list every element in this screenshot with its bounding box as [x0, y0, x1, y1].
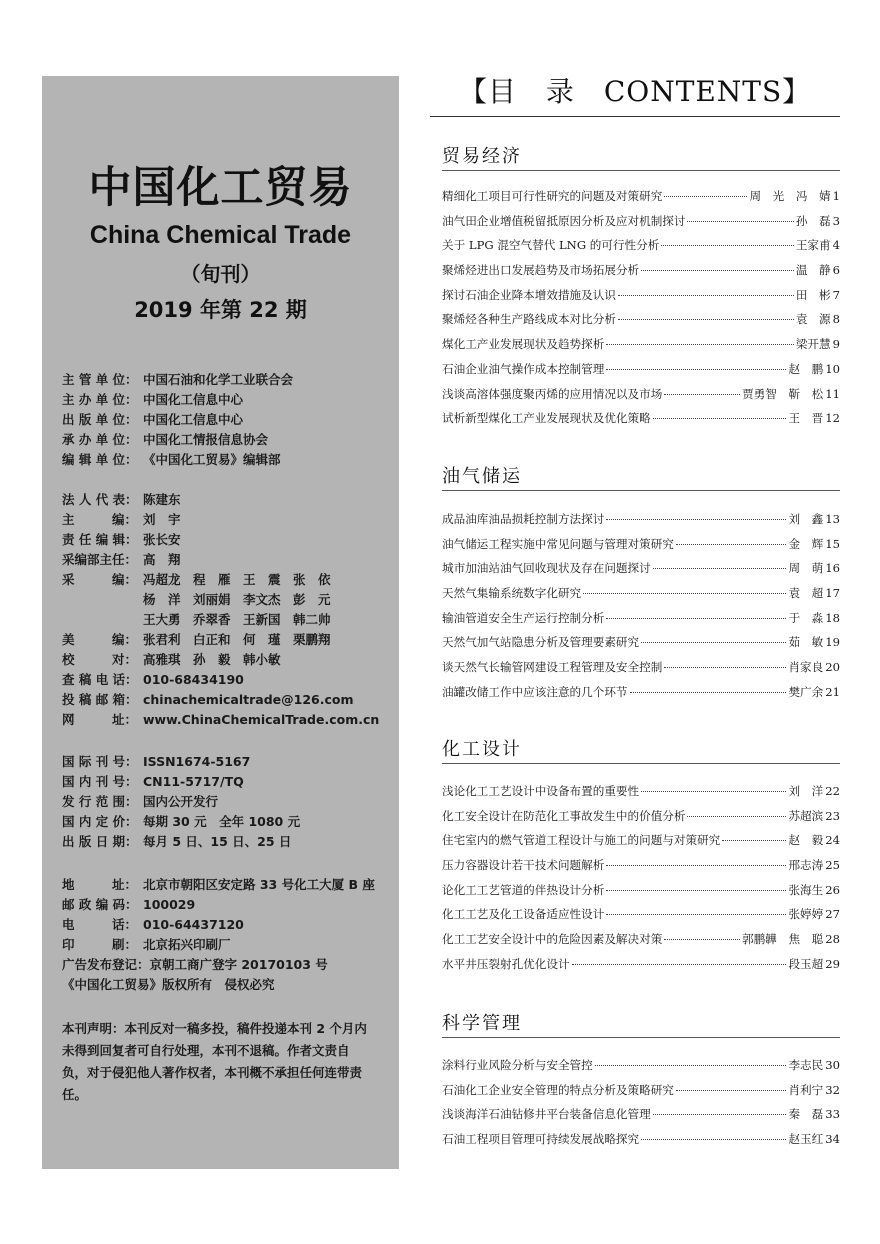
toc-item-page: 21: [825, 684, 840, 699]
info-value: 刘 宇: [143, 512, 181, 527]
toc-item[interactable]: [442, 357, 840, 382]
toc-item-page: 22: [825, 784, 840, 798]
toc-item-page: 11: [825, 386, 840, 401]
info-label: 主 管 单 位：: [62, 372, 138, 387]
toc-leader-dots: [618, 319, 794, 320]
toc-item-title: 谈天然气长输管网建设工程管理及安全控制: [442, 660, 663, 675]
toc-leader-dots: [606, 618, 786, 619]
editorial-info: [62, 490, 379, 730]
toc-item[interactable]: [442, 258, 840, 283]
toc-leader-dots: [641, 270, 794, 271]
masthead-panel: [42, 76, 399, 1169]
info-value: 陈建东: [143, 492, 181, 507]
info-label: 邮 政 编 码：: [62, 897, 138, 912]
toc-item-title: 化工工艺安全设计中的危险因素及解决对策: [442, 932, 663, 947]
info-label-spacer: [62, 590, 143, 610]
toc-item-title: 探讨石油企业降本增效措施及认识: [442, 287, 616, 302]
toc-item-title: 化工工艺及化工设备适应性设计: [442, 907, 605, 922]
info-row: [62, 792, 300, 812]
toc-item-page: 4: [832, 238, 840, 253]
toc-item[interactable]: [442, 779, 840, 804]
toc-item-page: 28: [825, 932, 840, 947]
toc-item-author: 张婷婷: [788, 907, 824, 922]
toc-item[interactable]: [442, 804, 840, 829]
magazine-title-en: China Chemical Trade: [89, 221, 352, 249]
info-label: 编 辑 单 位：: [62, 452, 138, 467]
toc-item-page: 7: [832, 287, 840, 302]
toc-item-author: 梁开慧: [795, 337, 831, 352]
section-heading: 油气储运: [442, 466, 522, 487]
toc-leader-dots: [722, 840, 786, 841]
info-label: 印 刷：: [62, 937, 138, 952]
magazine-frequency: （旬刊）: [180, 262, 261, 286]
info-value: 北京拓兴印刷厂: [143, 937, 231, 952]
toc-leader-dots: [664, 939, 740, 940]
toc-item-title: 煤化工产业发展现状及趋势探析: [442, 337, 605, 352]
toc-leader-dots: [653, 568, 787, 569]
info-value: 王大勇 乔翠香 王新国 韩二帅: [143, 612, 331, 627]
toc-item-page: 24: [825, 833, 840, 848]
copyright-notice: 本刊声明：本刊反对一稿多投，稿件投递本刊 2 个月内未得到回复者可自行处理，本刊不退稿。作者文责自负，对于侵犯他人著作权者，本刊概不承担任何连带责任。: [62, 1021, 367, 1102]
toc-item[interactable]: [442, 630, 840, 655]
section-divider: [442, 763, 840, 764]
section-divider: [442, 1037, 840, 1038]
toc-item-author: 刘 鑫: [788, 512, 824, 526]
info-label: 承 办 单 位：: [62, 432, 138, 447]
toc-item-page: 1: [832, 189, 840, 203]
toc-item-author: 赵玉红: [788, 1132, 824, 1147]
toc-leader-dots: [606, 890, 786, 891]
info-label: 采编部主任：: [62, 552, 138, 567]
info-value: 中国化工信息中心: [143, 412, 244, 427]
toc-leader-dots: [618, 295, 794, 296]
info-row: [62, 490, 379, 510]
toc-item[interactable]: [442, 1053, 840, 1078]
toc-item-author: 刘 洋: [788, 784, 824, 798]
toc-leader-dots: [676, 544, 787, 545]
info-row: [62, 772, 300, 792]
info-row: [62, 590, 379, 610]
toc-leader-dots: [641, 642, 786, 643]
toc-item-title: 浅论化工工艺设计中设备布置的重要性: [442, 784, 640, 798]
toc-item-title: 油气田企业增值税留抵原因分析及应对机制探讨: [442, 213, 686, 228]
info-row: [62, 430, 293, 450]
info-label: 电 话：: [62, 917, 138, 932]
toc-item-page: 15: [825, 536, 840, 551]
toc-item-author: 苏超滨: [788, 808, 824, 823]
toc-item[interactable]: [442, 382, 840, 407]
toc-item-page: 32: [825, 1082, 840, 1097]
info-row: [62, 650, 379, 670]
info-label: 发 行 范 围：: [62, 794, 138, 809]
toc-item-author: 郭鹏韡 焦 聪: [742, 932, 824, 947]
toc-item-title: 涂料行业风险分析与安全管控: [442, 1058, 593, 1072]
info-row: [62, 955, 375, 975]
info-label: 采 编：: [62, 572, 138, 587]
toc-item-author: 张海生: [788, 882, 824, 897]
toc-item-title: 浅谈高溶体强度聚丙烯的应用情况以及市场: [442, 386, 663, 401]
toc-item-author: 周 光 冯 婧: [749, 189, 831, 203]
info-value: www.ChinaChemicalTrade.com.cn: [143, 712, 380, 727]
info-label-spacer: [62, 610, 143, 630]
toc-leader-dots: [606, 519, 786, 520]
toc-leader-dots: [583, 593, 786, 594]
toc-leader-dots: [595, 1065, 787, 1066]
toc-item-title: 论化工工艺管道的伴热设计分析: [442, 882, 605, 897]
toc-item[interactable]: [442, 332, 840, 357]
info-label: 出 版 单 位：: [62, 412, 138, 427]
info-value: 国内公开发行: [143, 794, 219, 809]
toc-item-author: 温 静: [795, 263, 831, 278]
info-value: 广告发布登记：京朝工商广登字 20170103 号: [62, 957, 328, 972]
info-value: 冯超龙 程 雁 王 震 张 依: [143, 572, 331, 587]
toc-item[interactable]: [442, 655, 840, 680]
info-label: 主 编：: [62, 512, 138, 527]
toc-item-page: 18: [825, 610, 840, 625]
toc-leader-dots: [664, 394, 740, 395]
info-label: 网 址：: [62, 712, 138, 727]
info-value: 010-64437120: [143, 917, 244, 932]
toc-item-author: 袁 源: [795, 312, 831, 327]
info-value: 高 翔: [143, 552, 181, 567]
info-row: [62, 710, 379, 730]
toc-item[interactable]: [442, 581, 840, 606]
toc-item-title: 油罐改储工作中应该注意的几个环节: [442, 684, 628, 699]
info-value: 高雅琪 孙 毅 韩小敏: [143, 652, 281, 667]
toc-item[interactable]: [442, 1078, 840, 1103]
toc-item-page: 27: [825, 907, 840, 922]
info-label: 出 版 日 期：: [62, 834, 138, 849]
toc-item[interactable]: [442, 556, 840, 581]
info-value: 每期 30 元 全年 1080 元: [143, 814, 301, 829]
info-row: [62, 875, 375, 895]
info-row: [62, 570, 379, 590]
toc-item-author: 茹 敏: [788, 635, 824, 650]
contact-info: [62, 875, 375, 995]
toc-item-author: 田 彬: [795, 287, 831, 302]
magazine-issue: 2019 年第 22 期: [134, 298, 307, 322]
toc-item-page: 34: [825, 1132, 840, 1147]
toc-item[interactable]: [442, 532, 840, 557]
toc-item-page: 33: [825, 1107, 840, 1122]
info-value: 100029: [143, 897, 196, 912]
toc-item[interactable]: [442, 680, 840, 705]
info-value: 每月 5 日、15 日、25 日: [143, 834, 292, 849]
info-label: 法 人 代 表：: [62, 492, 138, 507]
section-divider: [442, 490, 840, 491]
info-row: [62, 550, 379, 570]
toc-leader-dots: [676, 1090, 787, 1091]
toc-item[interactable]: [442, 606, 840, 631]
toc-item[interactable]: [442, 927, 840, 952]
toc-item[interactable]: [442, 952, 840, 977]
toc-item[interactable]: [442, 507, 840, 532]
toc-item-page: 6: [832, 263, 840, 278]
toc-item-title: 石油工程项目管理可持续发展战略探究: [442, 1132, 640, 1147]
info-row: [62, 752, 300, 772]
toc-leader-dots: [664, 667, 786, 668]
toc-item-title: 试析新型煤化工产业发展现状及优化策略: [442, 411, 651, 426]
info-value: 中国化工信息中心: [143, 392, 244, 407]
publisher-info: [62, 370, 293, 470]
toc-leader-dots: [641, 1139, 786, 1140]
toc-item-author: 王家甫: [795, 238, 831, 253]
info-row: [62, 530, 379, 550]
info-value: 北京市朝阳区安定路 33 号化工大厦 B 座: [143, 877, 375, 892]
info-row: [62, 370, 293, 390]
info-row: [62, 915, 375, 935]
toc-item-page: 29: [825, 956, 840, 971]
toc-item-author: 王 晋: [788, 411, 824, 426]
toc-item-author: 孙 磊: [795, 213, 831, 228]
toc-item-title: 压力容器设计若干技术问题解析: [442, 858, 605, 873]
info-value: 张长安: [143, 532, 181, 547]
toc-item-page: 8: [832, 312, 840, 327]
toc-item-page: 10: [825, 361, 840, 376]
toc-leader-dots: [653, 418, 787, 419]
info-label: 查 稿 电 话：: [62, 672, 138, 687]
toc-item-title: 输油管道安全生产运行控制分析: [442, 610, 605, 625]
toc-item-title: 住宅室内的燃气管道工程设计与施工的问题与对策研究: [442, 833, 721, 848]
toc-item-author: 周 萌: [788, 561, 824, 576]
info-row: [62, 832, 300, 852]
toc-item[interactable]: [442, 283, 840, 308]
toc-list: [442, 1053, 840, 1152]
toc-item[interactable]: [442, 406, 840, 431]
toc-item-author: 袁 超: [788, 586, 824, 601]
toc-item-author: 金 辉: [788, 536, 824, 551]
toc-item-author: 邢志涛: [788, 858, 824, 873]
toc-leader-dots: [606, 865, 786, 866]
toc-item-page: 9: [832, 337, 840, 352]
toc-item-author: 樊广余: [788, 684, 824, 699]
toc-item[interactable]: [442, 233, 840, 258]
toc-item-title: 石油企业油气操作成本控制管理: [442, 361, 605, 376]
toc-item-title: 聚烯烃进出口发展趋势及市场拓展分析: [442, 263, 640, 278]
toc-item-page: 17: [825, 586, 840, 601]
toc-item[interactable]: [442, 902, 840, 927]
info-row: [62, 935, 375, 955]
toc-item-page: 16: [825, 561, 840, 576]
toc-leader-dots: [687, 816, 786, 817]
info-label: 美 编：: [62, 632, 138, 647]
info-row: [62, 450, 293, 470]
toc-item-page: 20: [825, 660, 840, 675]
toc-item-page: 19: [825, 635, 840, 650]
toc-item-title: 浅谈海洋石油钻修井平台装备信息化管理: [442, 1107, 651, 1122]
toc-item[interactable]: [442, 307, 840, 332]
info-value: 《中国化工贸易》版权所有 侵权必究: [62, 977, 275, 992]
toc-item-page: 13: [825, 512, 840, 526]
toc-item-author: 李志民: [788, 1058, 824, 1072]
toc-item-page: 30: [825, 1058, 840, 1072]
section-heading: 贸易经济: [442, 146, 522, 167]
toc-item-page: 25: [825, 858, 840, 873]
toc-leader-dots: [630, 692, 787, 693]
toc-item-author: 贾勇智 靳 松: [742, 386, 824, 401]
info-row: [62, 670, 379, 690]
toc-leader-dots: [664, 196, 747, 197]
toc-leader-dots: [687, 221, 793, 222]
toc-item-title: 化工安全设计在防范化工事故发生中的价值分析: [442, 808, 686, 823]
toc-item-page: 12: [825, 411, 840, 426]
toc-item-page: 23: [825, 808, 840, 823]
info-label: 责 任 编 辑：: [62, 532, 138, 547]
info-value: 中国石油和化学工业联合会: [143, 372, 294, 387]
toc-leader-dots: [606, 914, 786, 915]
info-row: [62, 610, 379, 630]
toc-item-title: 天然气集输系统数字化研究: [442, 586, 582, 601]
toc-item[interactable]: [442, 209, 840, 234]
info-row: [62, 630, 379, 650]
toc-item[interactable]: [442, 1127, 840, 1152]
info-row: [62, 895, 375, 915]
info-row: [62, 510, 379, 530]
toc-item-title: 水平井压裂射孔优化设计: [442, 956, 570, 971]
toc-item[interactable]: [442, 184, 840, 209]
toc-item-author: 段玉超: [788, 956, 824, 971]
toc-item-title: 成品油库油品损耗控制方法探讨: [442, 512, 605, 526]
toc-leader-dots: [606, 369, 786, 370]
toc-leader-dots: [641, 791, 786, 792]
toc-item-page: 3: [832, 213, 840, 228]
info-label: 投 稿 邮 箱：: [62, 692, 138, 707]
info-value: CN11-5717/TQ: [143, 774, 244, 789]
toc-item-title: 关于 LPG 混空气替代 LNG 的可行性分析: [442, 238, 660, 253]
toc-item-author: 于 淼: [788, 610, 824, 625]
toc-item[interactable]: [442, 853, 840, 878]
toc-item-title: 石油化工企业安全管理的特点分析及策略研究: [442, 1082, 674, 1097]
toc-item[interactable]: [442, 878, 840, 903]
toc-item-author: 赵 鹏: [788, 361, 824, 376]
toc-leader-dots: [653, 1114, 787, 1115]
toc-item-author: 肖利宁: [788, 1082, 824, 1097]
toc-leader-dots: [661, 245, 793, 246]
info-value: 《中国化工贸易》编辑部: [143, 452, 281, 467]
info-label: 国 内 定 价：: [62, 814, 138, 829]
toc-list: [442, 507, 840, 705]
toc-item[interactable]: [442, 1102, 840, 1127]
info-value: 010-68434190: [143, 672, 244, 687]
toc-item-title: 聚烯烃各种生产路线成本对比分析: [442, 312, 616, 327]
toc-list: [442, 779, 840, 977]
info-value: 杨 洋 刘丽娟 李文杰 彭 元: [143, 592, 331, 607]
publication-info: [62, 752, 300, 852]
toc-item-title: 精细化工项目可行性研究的问题及对策研究: [442, 189, 663, 203]
toc-item-title: 天然气加气站隐患分析及管理要素研究: [442, 635, 640, 650]
contents-divider: [430, 116, 840, 117]
info-label: 校 对：: [62, 652, 138, 667]
info-row: [62, 690, 379, 710]
toc-leader-dots: [606, 344, 793, 345]
section-divider: [442, 170, 840, 171]
info-value: chinachemicaltrade@126.com: [143, 692, 354, 707]
toc-leader-dots: [572, 964, 787, 965]
contents-title: 【目 录 CONTENTS】: [458, 75, 812, 108]
info-value: 中国化工情报信息协会: [143, 432, 269, 447]
section-heading: 科学管理: [442, 1013, 522, 1034]
toc-item-author: 肖家良: [788, 660, 824, 675]
info-label: 国 内 刊 号：: [62, 774, 138, 789]
info-row: [62, 975, 375, 995]
toc-item-author: 秦 磊: [788, 1107, 824, 1122]
toc-item-title: 油气储运工程实施中常见问题与管理对策研究: [442, 536, 674, 551]
info-value: ISSN1674-5167: [143, 754, 251, 769]
section-heading: 化工设计: [442, 739, 522, 760]
info-value: 张君利 白正和 何 瑾 栗鹏翔: [143, 632, 331, 647]
magazine-title-cn: 中国化工贸易: [88, 163, 353, 213]
info-row: [62, 390, 293, 410]
info-label: 主 办 单 位：: [62, 392, 138, 407]
info-row: [62, 410, 293, 430]
info-row: [62, 812, 300, 832]
toc-item-page: 26: [825, 882, 840, 897]
toc-item-author: 赵 毅: [788, 833, 824, 848]
toc-list: [442, 184, 840, 431]
info-label: 国 际 刊 号：: [62, 754, 138, 769]
info-label: 地 址：: [62, 877, 138, 892]
toc-item[interactable]: [442, 828, 840, 853]
toc-item-title: 城市加油站油气回收现状及存在问题探讨: [442, 561, 651, 576]
